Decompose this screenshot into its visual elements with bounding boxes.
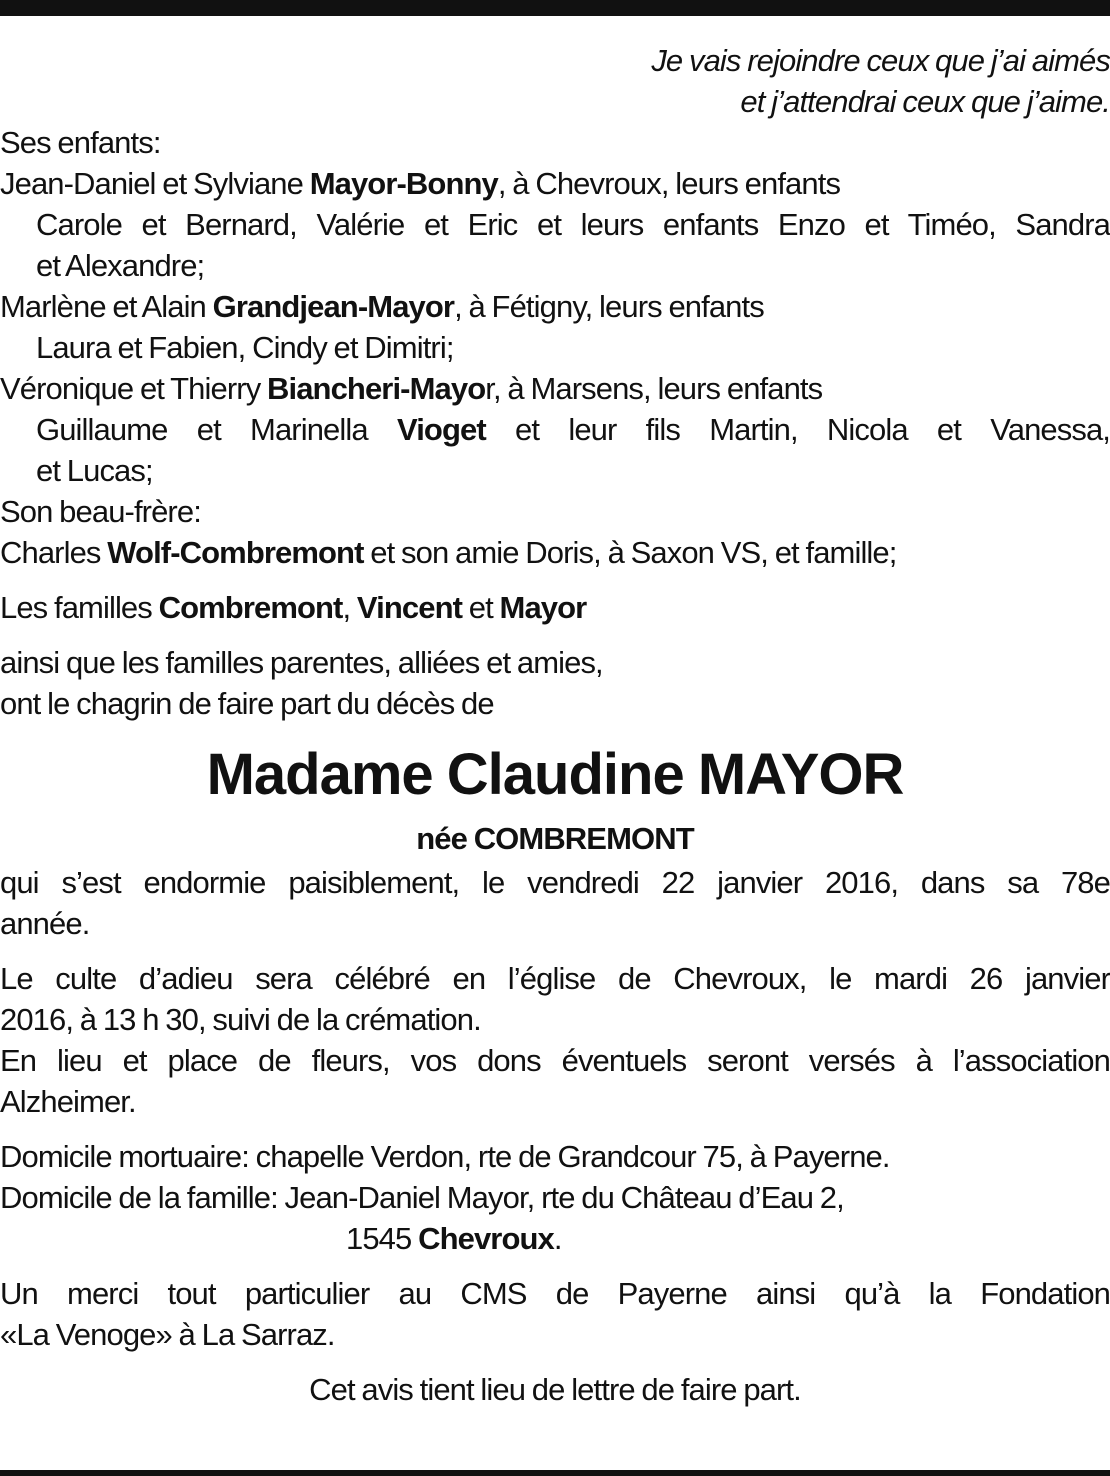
family-line (0, 286, 1110, 327)
family-line (0, 204, 1110, 245)
closing-note: Cet avis tient lieu de lettre de faire part. (309, 1372, 801, 1407)
obituary-notice (0, 40, 1110, 1410)
surname-text: Grandjean-Mayor (212, 289, 455, 324)
detail-line (0, 862, 1110, 903)
text-fragment: , à Fétigny, leurs enfants (454, 289, 764, 324)
text-fragment: r, à Marsens, leurs enfants (485, 371, 823, 406)
family-line (0, 683, 1110, 724)
family-line (0, 368, 1110, 409)
surname-text: Vincent (356, 590, 463, 625)
text-fragment: et Alexandre; (36, 248, 205, 283)
family-line (0, 450, 1110, 491)
text-fragment: et (462, 590, 500, 625)
surname-text: Mayor-Bonny (309, 166, 498, 201)
maiden-name: née COMBREMONT (416, 821, 694, 856)
text-fragment: Ses enfants: (0, 125, 161, 160)
family-line (0, 122, 1110, 163)
family-line (0, 245, 1110, 286)
family-line (0, 163, 1110, 204)
family-line (0, 409, 1110, 450)
family-list (0, 122, 1110, 724)
text-fragment: Domicile mortuaire: chapelle Verdon, rte de Grandcour 75, à Payerne. (0, 1139, 890, 1174)
text-fragment: Guillaume et Marinella (36, 412, 397, 447)
text-fragment: ont le chagrin de faire part du décès de (0, 686, 494, 721)
family-line (0, 532, 1110, 573)
detail-line (0, 1081, 1110, 1122)
surname-text: Combremont (158, 590, 343, 625)
text-fragment: «La Venoge» à La Sarraz. (0, 1317, 335, 1352)
text-fragment: En lieu et place de fleurs, vos dons éventuels seront versés à l’association (0, 1043, 1110, 1078)
surname-text: Biancheri-Mayo (267, 371, 486, 406)
surname-text: Mayor (499, 590, 587, 625)
text-fragment: Les familles (0, 590, 159, 625)
text-fragment: 2016, à 13 h 30, suivi de la crémation. (0, 1002, 481, 1037)
text-fragment: Un merci tout particulier au CMS de Payerne ainsi qu’à la Fondation (0, 1276, 1110, 1311)
text-fragment: . (553, 1221, 562, 1256)
detail-line (0, 1136, 1110, 1177)
text-fragment: Véronique et Thierry (0, 371, 268, 406)
bottom-rule (0, 1470, 1110, 1476)
text-fragment: année. (0, 906, 90, 941)
text-fragment: Le culte d’adieu sera célébré en l’église de Chevroux, le mardi 26 janvier (0, 961, 1110, 996)
text-fragment: Charles (0, 535, 108, 570)
text-fragment: qui s’est endormie paisiblement, le vendredi 22 janvier 2016, dans sa 78e (0, 865, 1110, 900)
family-line (0, 642, 1110, 683)
epigraph-line-1: Je vais rejoindre ceux que j’ai aimés (651, 43, 1110, 78)
detail-line (0, 1040, 1110, 1081)
detail-line (0, 903, 1110, 944)
text-fragment: et leur fils Martin, Nicola et Vanessa, (485, 412, 1110, 447)
epigraph-line-2: et j’attendrai ceux que j’aime. (740, 84, 1110, 119)
text-fragment: Jean-Daniel et Sylviane (0, 166, 310, 201)
surname-text: Chevroux (418, 1221, 554, 1256)
detail-line (0, 958, 1110, 999)
detail-line (0, 1273, 1110, 1314)
family-line (0, 327, 1110, 368)
text-fragment: Marlène et Alain (0, 289, 213, 324)
detail-line (0, 1177, 1110, 1218)
text-fragment: et Lucas; (36, 453, 153, 488)
text-fragment: 1545 (346, 1221, 419, 1256)
surname-text: Vioget (396, 412, 486, 447)
text-fragment: , (342, 590, 357, 625)
surname-text: Wolf-Combremont (107, 535, 364, 570)
text-fragment: Domicile de la famille: Jean-Daniel Mayor, rte du Château d’Eau 2, (0, 1180, 844, 1215)
text-fragment: ainsi que les familles parentes, alliées et amies, (0, 645, 603, 680)
top-rule (0, 0, 1110, 16)
text-fragment: Laura et Fabien, Cindy et Dimitri; (36, 330, 454, 365)
text-fragment: Carole et Bernard, Valérie et Eric et leurs enfants Enzo et Timéo, Sandra (36, 207, 1110, 242)
family-line (0, 587, 1110, 628)
detail-line (0, 1314, 1110, 1355)
notice-details (0, 862, 1110, 1355)
detail-line (0, 999, 1110, 1040)
deceased-name: Madame Claudine MAYOR (206, 742, 904, 807)
text-fragment: Son beau-frère: (0, 494, 201, 529)
text-fragment: et son amie Doris, à Saxon VS, et famille; (363, 535, 897, 570)
text-fragment: Alzheimer. (0, 1084, 136, 1119)
family-line (0, 491, 1110, 532)
detail-line (0, 1218, 1110, 1259)
text-fragment: , à Chevroux, leurs enfants (497, 166, 841, 201)
